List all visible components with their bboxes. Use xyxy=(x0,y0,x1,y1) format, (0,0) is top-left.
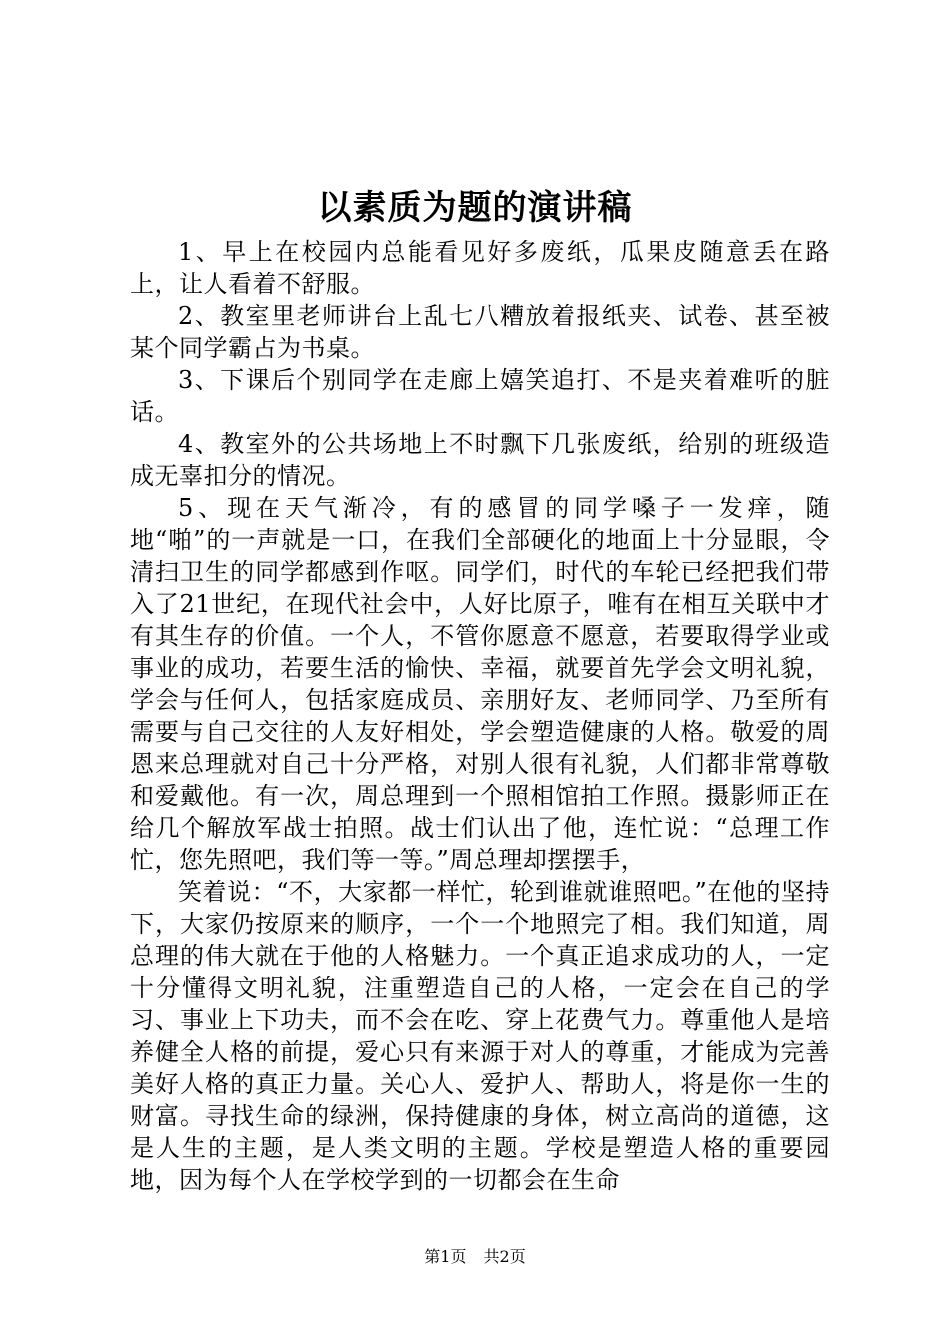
document-body xyxy=(130,236,830,1196)
page-number: 第1页 xyxy=(424,1247,467,1266)
page-total: 共2页 xyxy=(483,1247,526,1266)
paragraph-1: 1、早上在校园内总能看见好多废纸，瓜果皮随意丢在路上，让人看着不舒服。 xyxy=(130,238,830,298)
paragraph-6: 笑着说：“不，大家都一样忙，轮到谁就谁照吧。”在他的坚持下，大家仍按原来的顺序，一个一个地照完了相。我们知道，周总理的伟大就在于他的人格魅力。一个真正追求成功的人，一定十分懂得文明礼貌，注重塑造自己的人格，一定会在自己的学习、事业上下功夫，而不会在吃、穿上花费气力。尊重他人是培养健全人格的前提，爱心只有来源于对人的尊重，才能成为完善美好人格的真正力量。关心人、爱护人、帮助人，将是你一生的财富。寻找生命的绿洲，保持健康的身体，树立高尚的道德，这是人生的主题，是人类文明的主题。学校是塑造人格的重要园地，因为每个人在学校学到的一切都会在生命 xyxy=(130,878,830,1194)
paragraph-3: 3、下课后个别同学在走廊上嬉笑追打、不是夹着难听的脏话。 xyxy=(130,366,830,426)
document-title: 以素质为题的演讲稿 xyxy=(317,188,633,228)
paragraph-4: 4、教室外的公共场地上不时飘下几张废纸，给别的班级造成无辜扣分的情况。 xyxy=(130,430,830,490)
paragraph-5: 5、现在天气渐冷，有的感冒的同学嗓子一发痒，随地“啪”的一声就是一口，在我们全部硬化的地面上十分显眼，令清扫卫生的同学都感到作呕。同学们，时代的车轮已经把我们带入了21世纪，在现代社会中，人好比原子，唯有在相互关联中才有其生存的价值。一个人，不管你愿意不愿意，若要取得学业或事业的成功，若要生活的愉快、幸福，就要首先学会文明礼貌，学会与任何人，包括家庭成员、亲朋好友、老师同学、乃至所有需要与自己交往的人友好相处，学会塑造健康的人格。敬爱的周恩来总理就对自己十分严格，对别人很有礼貌，人们都非常尊敬和爱戴他。有一次，周总理到一个照相馆拍工作照。摄影师正在给几个解放军战士拍照。战士们认出了他，连忙说：“总理工作忙，您先照吧，我们等一等。”周总理却摆摆手， xyxy=(130,494,830,874)
paragraph-2: 2、教室里老师讲台上乱七八糟放着报纸夹、试卷、甚至被某个同学霸占为书桌。 xyxy=(130,302,830,362)
page-footer xyxy=(0,1246,950,1268)
